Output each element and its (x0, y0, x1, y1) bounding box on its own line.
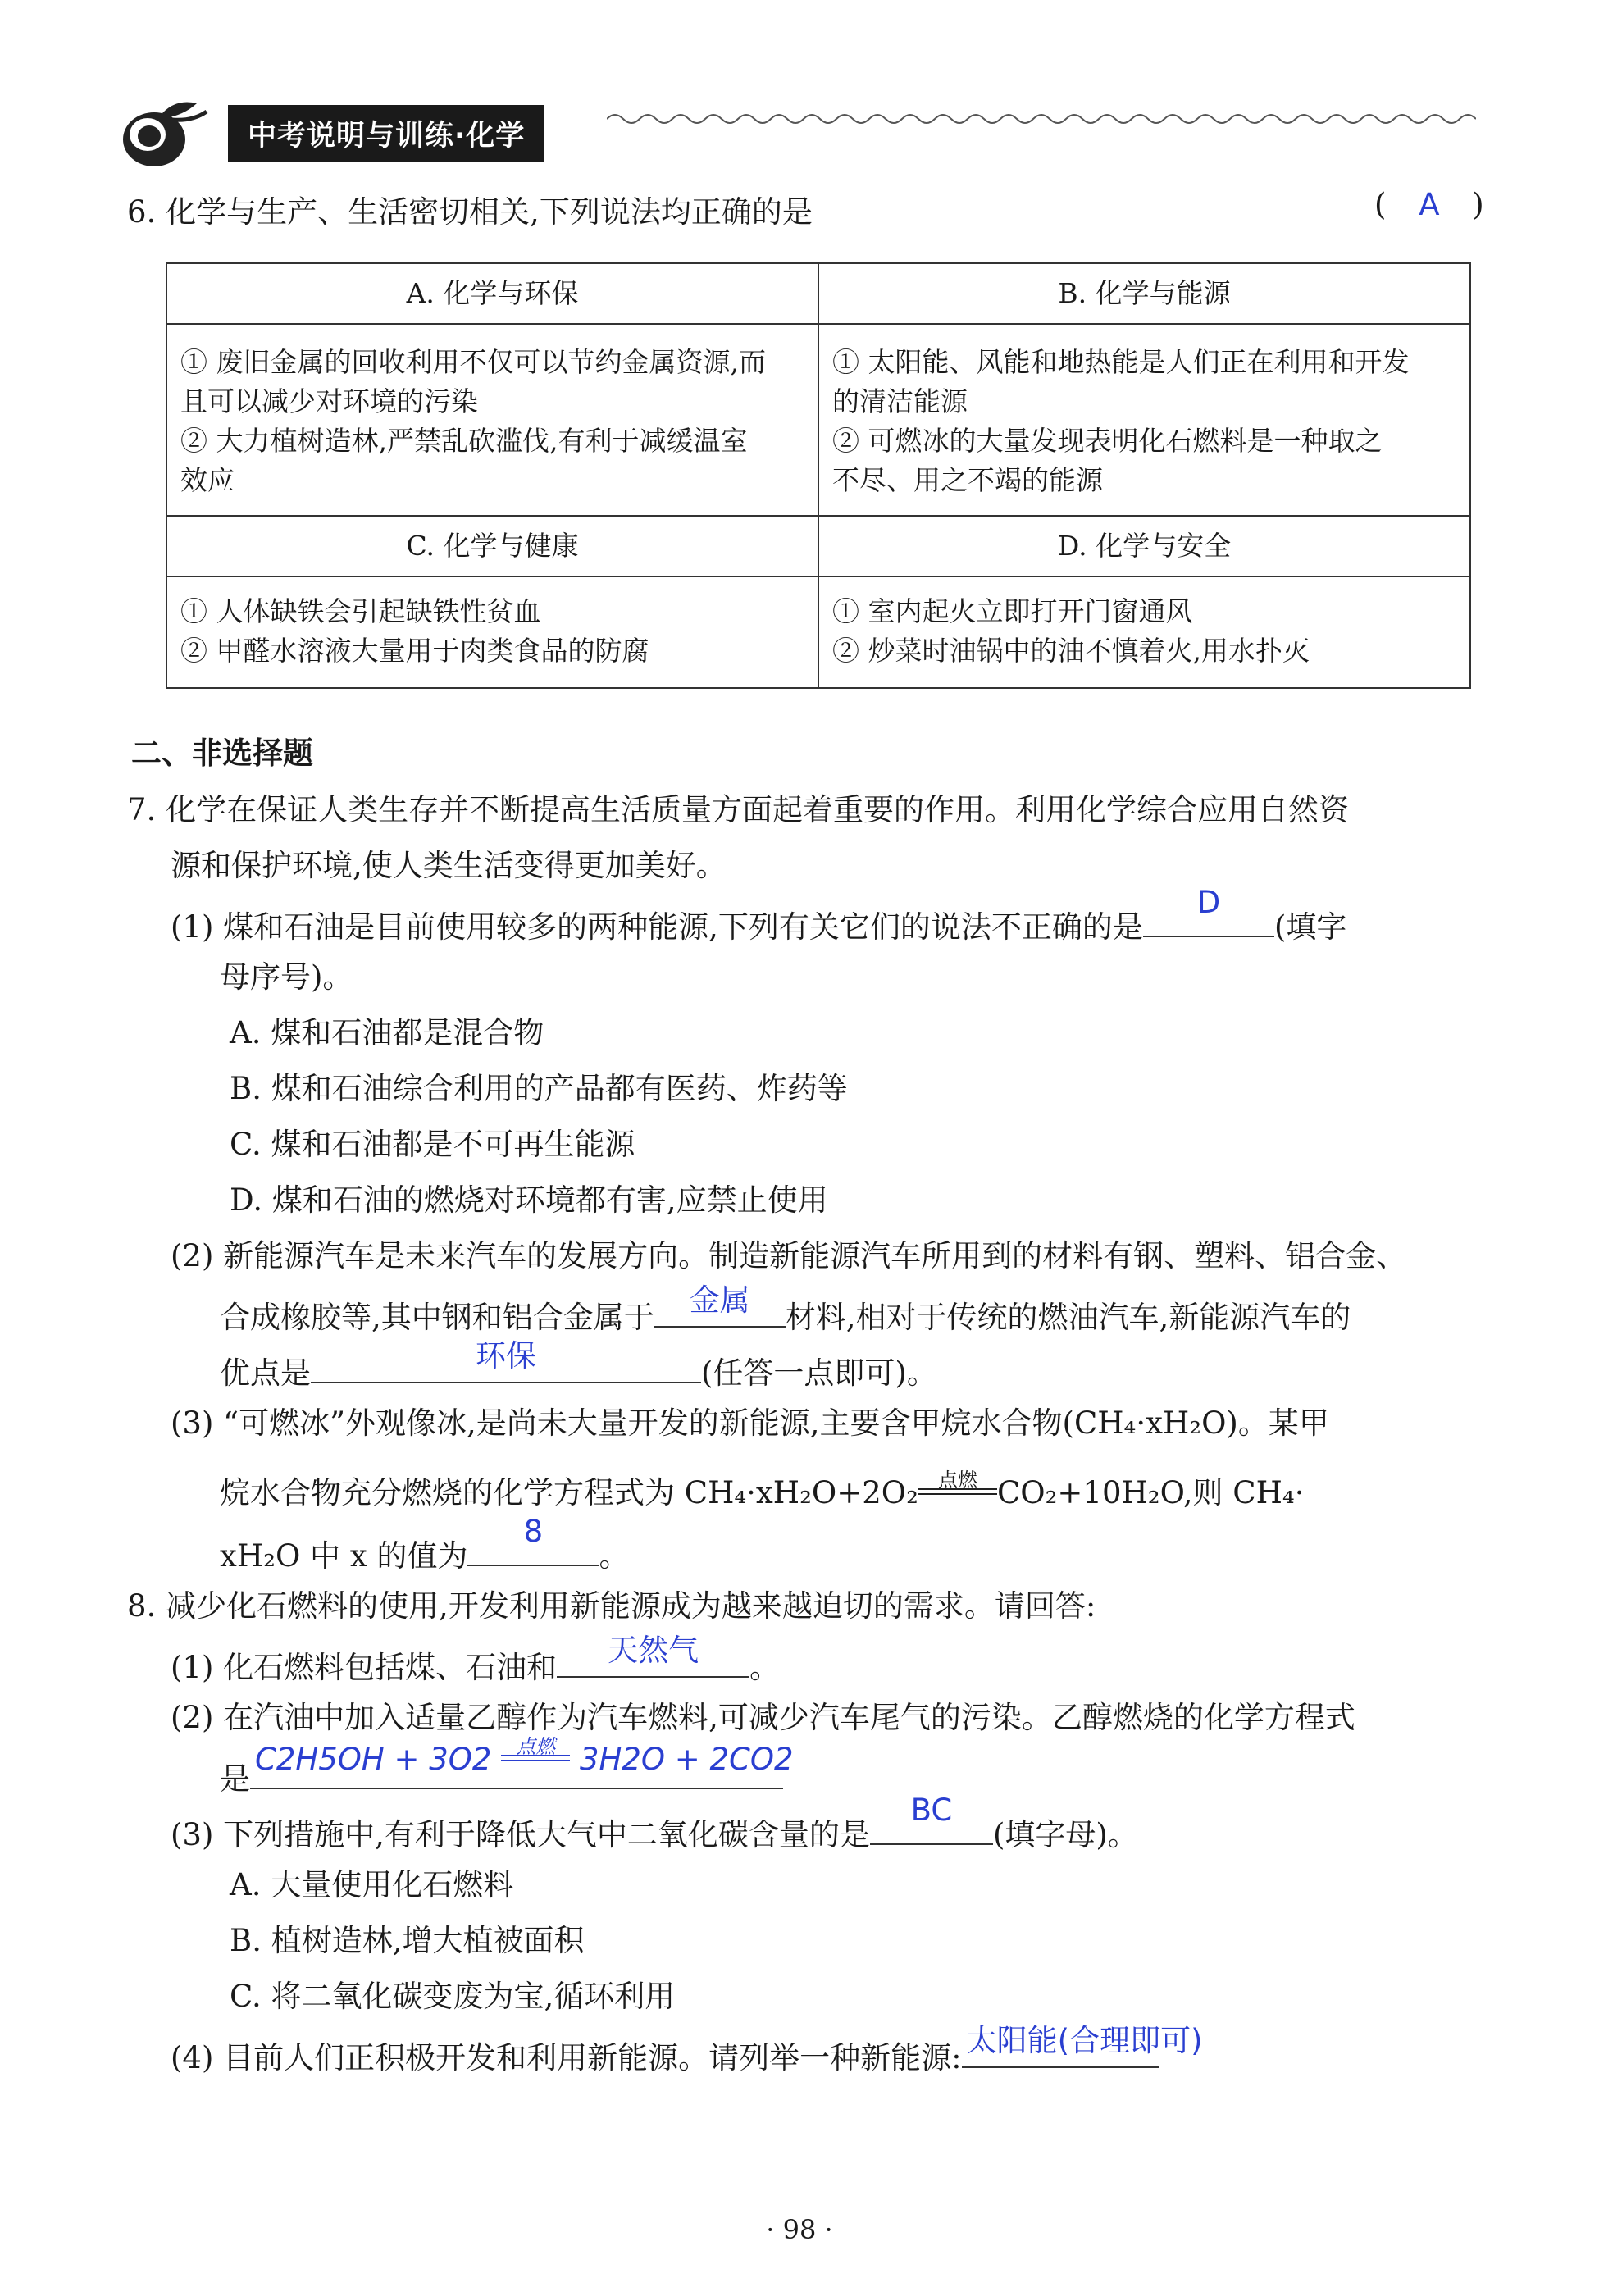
q8-p1-blank (557, 1633, 749, 1678)
option-a-item-2-cont: 效应 (180, 464, 235, 496)
q6-answer-bracket (1374, 187, 1484, 222)
q7-option-b: B. 煤和石油综合利用的产品都有医药、炸药等 (230, 1071, 848, 1106)
option-b-title: B. 化学与能源 (818, 263, 1470, 324)
header-wave-divider (607, 107, 1476, 131)
q8-p3-blank (870, 1793, 993, 1845)
option-a-content (166, 324, 818, 516)
option-c-title: C. 化学与健康 (166, 516, 818, 576)
page-header (115, 97, 544, 171)
q7-p3-eq-right: CO₂+10H₂O,则 CH₄· (996, 1475, 1305, 1510)
option-a-title: A. 化学与环保 (166, 263, 818, 324)
q7-p2-blank-2 (311, 1338, 701, 1383)
q7-p2-answer-2: 环保 (476, 1338, 536, 1374)
q7-p2-post: 材料,相对于传统的燃油汽车,新能源汽车的 (785, 1300, 1351, 1335)
option-b-item-2: ② 可燃冰的大量发现表明化石燃料是一种取之 (832, 425, 1383, 457)
option-c-item-1: ① 人体缺铁会引起缺铁性贫血 (180, 595, 541, 627)
q8-p3-answer: BC (910, 1793, 953, 1828)
q7-option-d: D. 煤和石油的燃烧对环境都有害,应禁止使用 (230, 1182, 828, 1218)
reaction-condition: 点燃 (937, 1469, 977, 1492)
q8-p2-line1: (2) 在汽油中加入适量乙醇作为汽车燃料,可减少汽车尾气的污染。乙醇燃烧的化学方程式 (171, 1700, 1355, 1735)
reaction-condition-arrow (918, 1469, 997, 1503)
option-a-item-1-cont: 且可以减少对环境的污染 (180, 385, 478, 417)
eq-left: C2H5OH + 3O2 (255, 1742, 492, 1777)
q7-option-a: A. 煤和石油都是混合物 (230, 1015, 544, 1050)
q8-p1-answer: 天然气 (608, 1633, 699, 1668)
q7-p3-post: 。 (599, 1538, 630, 1574)
q8-option-c: C. 将二氧化碳变废为宝,循环利用 (230, 1979, 676, 2014)
page-number: · 98 · (766, 2214, 833, 2245)
q8-p4-answer: 太阳能(合理即可) (966, 2023, 1203, 2058)
q7-p2-blank-1 (654, 1282, 786, 1328)
q8-option-a: A. 大量使用化石燃料 (230, 1867, 514, 1902)
option-b-item-1-cont: 的清洁能源 (832, 385, 968, 417)
q7-p2-line1: (2) 新能源汽车是未来汽车的发展方向。制造新能源汽车所用到的材料有钢、塑料、铝合金、 (171, 1238, 1407, 1273)
q7-p1-text: (1) 煤和石油是目前使用较多的两种能源,下列有关它们的说法不正确的是 (171, 909, 1143, 945)
option-c-item-2: ② 甲醛水溶液大量用于肉类食品的防腐 (180, 635, 649, 667)
q8-stem: 8. 减少化石燃料的使用,开发利用新能源成为越来越迫切的需求。请回答: (127, 1588, 1096, 1624)
q8-part3 (171, 1793, 1138, 1854)
q7-p2-l3-post: (任答一点即可)。 (701, 1355, 937, 1391)
paren-open: ( (1374, 187, 1387, 222)
option-a-item-1: ① 废旧金属的回收利用不仅可以节约金属资源,而 (180, 346, 766, 378)
section-title: 二、非选择题 (131, 736, 313, 771)
option-b-content (818, 324, 1470, 516)
q7-p3-blank (467, 1514, 599, 1566)
q7-p3-line3 (220, 1514, 630, 1575)
q7-p3-eq-left: 烷水合物充分燃烧的化学方程式为 CH₄·xH₂O+2O₂ (220, 1475, 918, 1510)
q8-p1-text: (1) 化石燃料包括煤、石油和 (171, 1650, 558, 1685)
option-d-content (818, 576, 1470, 688)
q7-p1-cont: 母序号)。 (220, 959, 353, 995)
q8-p2-line2 (220, 1735, 794, 1798)
q7-p1-answer: D (1196, 885, 1221, 920)
q7-p2-l3-text: 优点是 (220, 1355, 311, 1391)
q8-p3-text: (3) 下列措施中,有利于降低大气中二氧化碳含量的是 (171, 1817, 870, 1852)
q7-part1 (171, 885, 1347, 946)
q7-p2-text: 合成橡胶等,其中钢和铝合金属于 (220, 1300, 654, 1335)
q6-stem: 6. 化学与生产、生活密切相关,下列说法均正确的是 (127, 194, 813, 230)
apple-logo-icon (115, 97, 213, 171)
paren-close: ) (1472, 187, 1484, 222)
q7-p3-line1: (3) “可燃冰”外观像冰,是尚未大量开发的新能源,主要含甲烷水合物(CH₄·xH₂O)。某甲 (171, 1405, 1329, 1441)
q8-part1 (171, 1633, 781, 1687)
option-d-title: D. 化学与安全 (818, 516, 1470, 576)
q7-p1-blank (1143, 885, 1274, 937)
q8-p4-blank (962, 2023, 1203, 2068)
option-b-item-1: ① 太阳能、风能和地热能是人们正在利用和开发 (832, 346, 1410, 378)
header-title: 中考说明与训练·化学 (228, 105, 544, 162)
q8-p4-text: (4) 目前人们正积极开发和利用新能源。请列举一种新能源: (171, 2040, 962, 2075)
option-c-content (166, 576, 818, 688)
option-d-item-2: ② 炒菜时油锅中的油不慎着火,用水扑灭 (832, 635, 1310, 667)
eq-right: 3H2O + 2CO2 (579, 1742, 794, 1777)
q8-p1-post: 。 (749, 1650, 781, 1685)
q7-stem-1: 7. 化学在保证人类生存并不断提高生活质量方面起着重要的作用。利用化学综合应用自然资 (127, 792, 1350, 827)
option-d-item-1: ① 室内起火立即打开门窗通风 (832, 595, 1193, 627)
q8-p2-text: 是 (220, 1761, 250, 1797)
q6-answer: A (1419, 187, 1440, 222)
q7-p1-post: (填字 (1273, 909, 1347, 945)
q7-p3-answer: 8 (523, 1514, 544, 1549)
q8-p2-answer (255, 1735, 794, 1777)
q7-p2-line3 (220, 1338, 937, 1392)
q7-option-c: C. 煤和石油都是不可再生能源 (230, 1127, 636, 1162)
q7-stem-2: 源和保护环境,使人类生活变得更加美好。 (171, 848, 727, 883)
q8-p3-post: (填字母)。 (992, 1817, 1138, 1852)
q8-part4 (171, 2023, 1203, 2077)
q7-p3-line2 (220, 1468, 1304, 1512)
q8-p2-blank (250, 1735, 794, 1789)
q8-option-b: B. 植树造林,增大植被面积 (230, 1923, 585, 1958)
q7-p2-answer-1: 金属 (689, 1282, 750, 1318)
eq-condition-arrow (501, 1735, 570, 1770)
q7-p2-line2 (220, 1282, 1351, 1337)
q6-options-table (166, 262, 1471, 689)
option-b-item-2-cont: 不尽、用之不竭的能源 (832, 464, 1103, 496)
q7-p3-text: xH₂O 中 x 的值为 (220, 1538, 468, 1574)
eq-condition: 点燃 (516, 1735, 556, 1758)
option-a-item-2: ② 大力植树造林,严禁乱砍滥伐,有利于减缓温室 (180, 425, 748, 457)
